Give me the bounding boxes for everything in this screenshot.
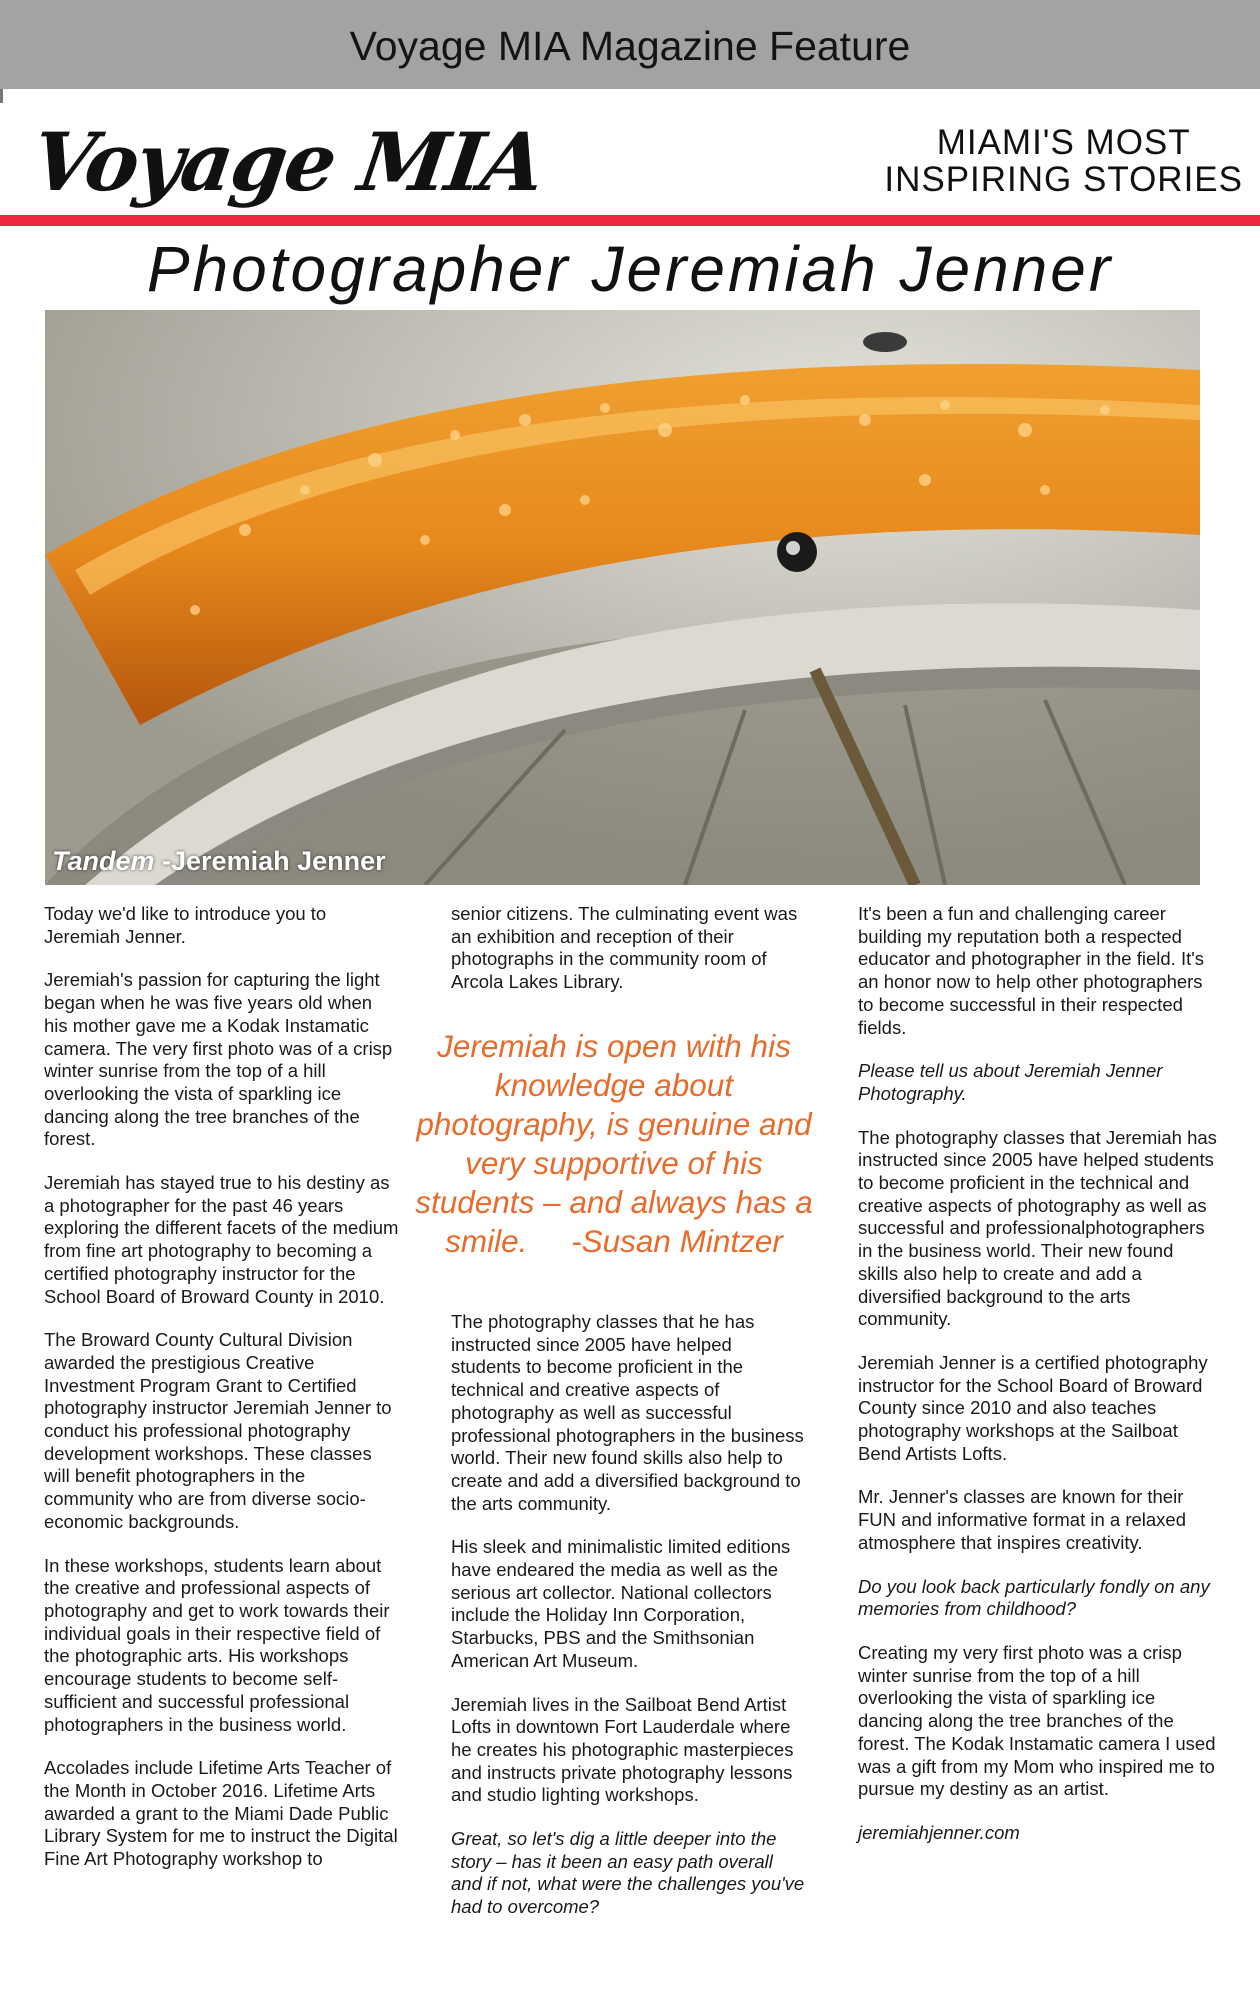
caption-author: -Jeremiah Jenner bbox=[154, 846, 386, 876]
paragraph: Jeremiah's passion for capturing the light began when he was five years old when his mother gave me a Kodak Instamatic camera. The very first photo was of a crisp winter sunrise from the top of a hill overlooking the vista of sparkling ice dancing along the tree branches of the forest. bbox=[44, 969, 393, 1150]
paragraph: The photography classes that he has instructed since 2005 have helped students to become proficient in the technical and creative aspects of photography as well as successful professional photographers in the business world. Their new found skills also help to create and add a diversified background to the arts community. bbox=[451, 1311, 804, 1514]
interview-question: Do you look back particularly fondly on any memories from childhood? bbox=[858, 1575, 1210, 1620]
paragraph: Today we'd like to introduce you to Jeremiah Jenner. bbox=[44, 903, 327, 947]
paragraph: senior citizens. The culminating event was an exhibition and reception of their photographs in the community room of Arcola Lakes Library. bbox=[451, 903, 798, 993]
article-headline: Photographer Jeremiah Jenner bbox=[146, 233, 1114, 305]
paragraph: In these workshops, students learn about the creative and professional aspects of photography and get to work towards their individual goals in their respective field of the photographic arts. His workshops encourage students to become self-sufficient and successful professional photographers in the business world. bbox=[44, 1554, 390, 1735]
paragraph: Jeremiah has stayed true to his destiny as a photographer for the past 46 years exploring the different facets of the medium from fine art photography to becoming a certified photography instructor for the School Board of Broward County in 2010. bbox=[44, 1172, 399, 1307]
article-column-1 bbox=[44, 903, 399, 1892]
article-column-3 bbox=[858, 903, 1218, 1866]
paragraph: Jeremiah Jenner is a certified photography instructor for the School Board of Broward County since 2010 and also teaches photography workshops at the Sailboat Bend Artists Lofts. bbox=[858, 1351, 1208, 1464]
article-column-2-continued bbox=[451, 1311, 806, 1940]
pull-quote: Jeremiah is open with his knowledge about photography, is genuine and very supportive of his students – and always has a smile. -Susan Mintzer bbox=[415, 1028, 822, 1259]
masthead-rule bbox=[0, 215, 1260, 226]
paragraph: Mr. Jenner's classes are known for their FUN and informative format in a relaxed atmosphere that inspires creativity. bbox=[858, 1486, 1186, 1553]
feature-photo bbox=[45, 310, 1200, 885]
banner-title: Voyage MIA Magazine Feature bbox=[349, 23, 911, 69]
interview-question: Please tell us about Jeremiah Jenner Photography. bbox=[858, 1060, 1163, 1104]
photo-caption bbox=[52, 844, 386, 878]
paragraph: Accolades include Lifetime Arts Teacher of the Month in October 2016. Lifetime Arts awarded a grant to the Miami Dade Public Library System for me to instruct the Digital Fine Art Photography workshop to bbox=[44, 1757, 398, 1870]
paragraph: His sleek and minimalistic limited editions have endeared the media as well as the serious art collector. National collectors include the Holiday Inn Corporation, Starbucks, PBS and the Smithsonian American Art Museum. bbox=[451, 1536, 791, 1671]
paragraph: The photography classes that Jeremiah has instructed since 2005 have helped students to become proficient in the technical and creative aspects of photography as well as successful and professionalphotographers in the business world. Their new found skills also help to create and add a diversified background to the arts community. bbox=[858, 1126, 1217, 1330]
banner-divider bbox=[0, 89, 3, 103]
bicycle-fender-image bbox=[45, 310, 1200, 885]
paragraph: Jeremiah lives in the Sailboat Bend Artist Lofts in downtown Fort Lauderdale where he creates his photographic masterpieces and instructs private photography lessons and studio lighting workshops. bbox=[451, 1693, 794, 1806]
paragraph: The Broward County Cultural Division awarded the prestigious Creative Investment Program Grant to Certified photography instructor Jeremiah Jenner to conduct his professional photography development workshops. These classes will benefit photographers in the community who are from diverse socio-economic backgrounds. bbox=[44, 1329, 392, 1532]
article-column-2 bbox=[451, 903, 806, 1015]
tagline-line-2: INSPIRING STORIES bbox=[884, 160, 1243, 199]
interview-question: Great, so let's dig a little deeper into the story – has it been an easy path overall and if not, what were the challenges you've had to overcome? bbox=[451, 1828, 805, 1918]
paragraph: It's been a fun and challenging career building my reputation both a respected educator and photographer in the field. It's an honor now to help other photographers to become successful in their respected fields. bbox=[858, 903, 1205, 1038]
masthead-tagline bbox=[884, 124, 1243, 198]
top-bolt bbox=[863, 332, 907, 352]
bolt-highlight bbox=[786, 541, 800, 555]
feature-banner bbox=[0, 0, 1260, 89]
paragraph: Creating my very first photo was a crisp winter sunrise from the top of a hill overlooking the vista of sparkling ice dancing along the tree branches of the forest. The Kodak Instamatic camera I used was a gift from my Mom who inspired me to pursue my destiny as an artist. bbox=[858, 1641, 1216, 1800]
caption-title: Tandem bbox=[52, 846, 155, 876]
voyage-mia-logo[interactable]: Voyage MIA bbox=[26, 115, 549, 209]
website-link[interactable]: jeremiahjenner.com bbox=[858, 1821, 1020, 1843]
tagline-line-1: MIAMI'S MOST bbox=[936, 123, 1191, 162]
